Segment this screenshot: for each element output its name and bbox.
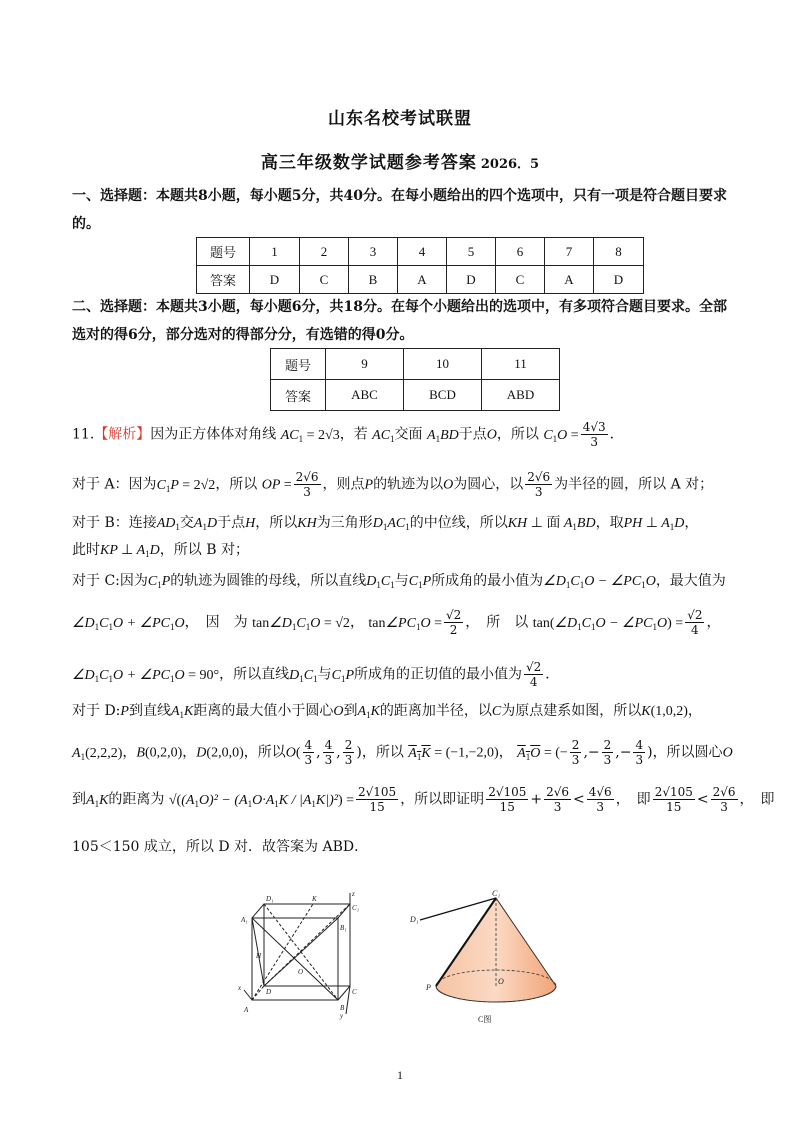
cube-label: y [340, 1012, 344, 1020]
cube-label: A₁ [241, 916, 248, 924]
table-row [197, 266, 644, 294]
cube-label: x [238, 984, 242, 992]
section-1-instructions: 一、选择题：本题共8小题，每小题5分，共40分。在每小题给出的四个选项中，只有一项是符合题目要求的。 [72, 188, 727, 232]
cube-label: C₁ [352, 904, 360, 912]
answer-cell: D [594, 266, 644, 294]
cube-label: D [266, 988, 272, 996]
row-header: 答案 [271, 380, 326, 411]
cone-label: O [498, 977, 504, 986]
page-number: 1 [397, 1068, 403, 1082]
solution-line-8: 对于 D:P到直线$A_1K$距离的最大值小于圆心O到$A_1K$的距离加半径，以C为原点建系如图，所以K(1,0,2)， [72, 703, 702, 720]
question-number: 3 [349, 238, 398, 266]
row-header: 答案 [197, 266, 250, 294]
answer-cell: ABD [482, 380, 560, 411]
cube-label: B₁ [340, 924, 347, 932]
solution-line-2: 对于 A：因为$C_1P = 2√2$，所以 OP = $\frac{2√6}{3}$ ，则点P的轨迹为以O为圆心，以 $\frac{2√6}{3}$ 为半径的圆，所以 A 对； [72, 470, 714, 499]
solution-line-9: $A_1(2,2,2)$，B(0,2,0)，D(2,0,0)，所以O( $\frac{4}{3}$ , $\frac{4}{3}$ , $\frac{2}{3}$ )，所以 $A_1K = (-1,-2,0)$， $A_1O$ = (− $\frac{2}{3}$ ,− $\frac{2}{3}$ ,− $\frac{4}{3}$ )，所以圆心O [72, 738, 733, 767]
cube-label: A [244, 1006, 249, 1014]
solution-line-11: 105＜150 成立，所以 D 对．故答案为 ABD． [72, 839, 369, 855]
row-header: 题号 [197, 238, 250, 266]
question-number: 8 [594, 238, 644, 266]
question-number: 9 [326, 349, 404, 380]
cube-label: O [298, 968, 304, 976]
answer-cell: D [250, 266, 300, 294]
solution-line-10: 到$A_1K$的距离为 $√((A_1O)^2 - (A_1O\cdot A_1K / |A_1K|)^2)$ = $\frac{2√105}{15}$ ，所以即证明 $\frac{2√105}{15}$ + $\frac{2√6}{3}$ < $\frac{4√6}{3}$ ， 即 $\frac{2√105}{15}$ < $\frac{2√6}{3}$ ， 即 [72, 785, 775, 814]
section-1-answer-table [196, 237, 644, 294]
question-number: 7 [545, 238, 594, 266]
answer-cell: BCD [404, 380, 482, 411]
table-row [271, 380, 560, 411]
cube-label: D₁ [266, 895, 274, 903]
solution-line-3: 对于 B：连接$AD_1$交$A_1D$于点H，所以KH为三角形$D_1AC_1$的中位线，所以KH ⊥ 面 $A_1BD$，取PH ⊥ $A_1D$， [72, 515, 699, 532]
cube-label: K [312, 895, 317, 903]
answer-cell: D [447, 266, 496, 294]
cube-label: z [352, 890, 355, 898]
question-number: 6 [496, 238, 545, 266]
solution-line-5: 对于 C:因为$C_1P$的轨迹为圆锥的母线，所以直线$D_1C_1$与$C_1P$所成角的最小值为$\angle D_1C_1O$ − $\angle PC_1O$，最大值为 [72, 573, 726, 590]
question-number: 4 [398, 238, 447, 266]
subtitle-text: 高三年级数学试题参考答案 [260, 153, 477, 173]
document-title: 山东名校考试联盟 [328, 109, 472, 129]
cone-figure [408, 888, 558, 1028]
answer-cell: ABC [326, 380, 404, 411]
exam-date: 2026．5 [480, 157, 540, 172]
cone-label: D₁ [410, 915, 419, 924]
section-2-answer-table [270, 348, 560, 411]
question-number: 2 [300, 238, 349, 266]
cone-label: P [426, 983, 431, 992]
cube-figure [238, 890, 368, 1020]
question-number: 11 [482, 349, 560, 380]
table-row [197, 238, 644, 266]
question-number: 10 [404, 349, 482, 380]
answer-cell: A [545, 266, 594, 294]
solution-line-6: $\angle D_1C_1O$ + $\angle PC_1O$， 因 为 $\tan\angle D_1C_1O = √2$， $\tan\angle PC_1O$ = $\frac{√2}{2}$ ， 所 以 $\tan(\angle D_1C_1O$ − $\angle PC_1O$) = $\frac{√2}{4}$ ， [72, 608, 721, 637]
cube-label: C [352, 988, 357, 996]
solution-line-7: $\angle D_1C_1O$ + $\angle PC_1O = 90^\circ$，所以直线$D_1C_1$与$C_1P$所成角的正切值的最小值为 $\frac{√2}{4}$ ． [72, 660, 560, 689]
cone-caption: C图 [478, 1015, 492, 1024]
section-2-instructions: 二、选择题：本题共3小题，每小题6分，共18分。在每个小题给出的选项中，有多项符合题目要求。全部选对的得6分，部分选对的得部分分，有选错的得0分。 [72, 299, 727, 343]
table-row [271, 349, 560, 380]
row-header: 题号 [271, 349, 326, 380]
solution-line-1: 11.【解析】因为正方体体对角线 $AC_1 = 2√3$，若 $AC_1$交面 $A_1BD$于点O，所以 $C_1O$ = $\frac{4√3}{3}$ ． [72, 420, 624, 449]
analysis-tag: 【解析】 [94, 426, 151, 443]
answer-cell: C [300, 266, 349, 294]
document-subtitle [0, 148, 800, 173]
answer-cell: C [496, 266, 545, 294]
answer-cell: B [349, 266, 398, 294]
solution-line-4: 此时KP ⊥ $A_1D$，所以 B 对； [72, 542, 249, 559]
answer-cell: A [398, 266, 447, 294]
cube-label: H [256, 952, 262, 960]
cube-label: B [340, 1004, 345, 1012]
question-number: 5 [447, 238, 496, 266]
cone-label: C₁ [492, 889, 501, 898]
question-number: 1 [250, 238, 300, 266]
